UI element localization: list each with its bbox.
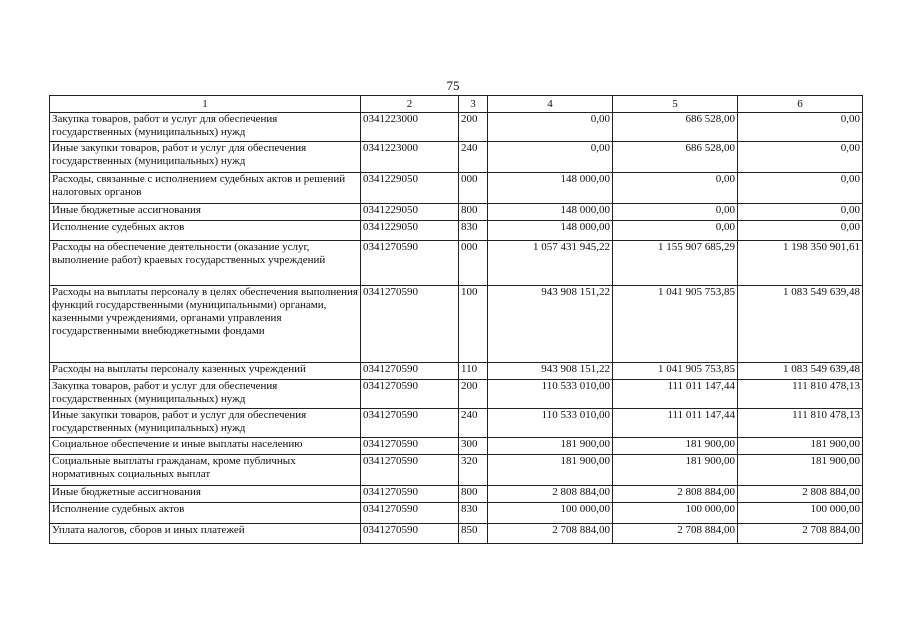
row-name-cell: Расходы на выплаты персоналу казенных учреждений [50,363,361,380]
row-code-cell: 0341223000 [361,142,459,173]
row-value-cell: 1 041 905 753,85 [613,286,738,363]
row-kind-cell: 830 [459,221,488,241]
row-value-cell: 181 900,00 [613,438,738,455]
row-value-cell: 2 708 884,00 [613,524,738,544]
row-value-cell: 111 810 478,13 [738,380,863,409]
row-value-cell: 1 198 350 901,61 [738,241,863,286]
row-name-cell: Расходы, связанные с исполнением судебных актов и решений налоговых органов [50,173,361,204]
row-name-cell: Закупка товаров, работ и услуг для обеспечения государственных (муниципальных) нужд [50,113,361,142]
row-kind-cell: 100 [459,286,488,363]
row-value-cell: 181 900,00 [738,455,863,486]
table-row [50,221,863,241]
row-value-cell: 0,00 [613,221,738,241]
row-code-cell: 0341229050 [361,221,459,241]
row-value-cell: 943 908 151,22 [488,286,613,363]
row-kind-cell: 200 [459,380,488,409]
row-value-cell: 686 528,00 [613,142,738,173]
row-value-cell: 0,00 [613,204,738,221]
table-row [50,455,863,486]
row-value-cell: 181 900,00 [488,438,613,455]
row-kind-cell: 830 [459,503,488,524]
row-value-cell: 0,00 [488,113,613,142]
column-header: 1 [50,96,361,113]
row-name-cell: Иные бюджетные ассигнования [50,204,361,221]
table-row [50,380,863,409]
row-value-cell: 148 000,00 [488,221,613,241]
row-value-cell: 0,00 [613,173,738,204]
row-code-cell: 0341270590 [361,241,459,286]
row-name-cell: Социальное обеспечение и иные выплаты населению [50,438,361,455]
row-name-cell: Исполнение судебных актов [50,221,361,241]
row-code-cell: 0341270590 [361,503,459,524]
row-value-cell: 1 041 905 753,85 [613,363,738,380]
row-name-cell: Социальные выплаты гражданам, кроме публичных нормативных социальных выплат [50,455,361,486]
row-value-cell: 1 057 431 945,22 [488,241,613,286]
row-name-cell: Уплата налогов, сборов и иных платежей [50,524,361,544]
row-code-cell: 0341270590 [361,486,459,503]
row-value-cell: 148 000,00 [488,173,613,204]
row-kind-cell: 800 [459,204,488,221]
row-name-cell: Иные бюджетные ассигнования [50,486,361,503]
row-value-cell: 0,00 [488,142,613,173]
row-code-cell: 0341223000 [361,113,459,142]
budget-table [49,95,863,544]
row-kind-cell: 850 [459,524,488,544]
table-row [50,142,863,173]
row-value-cell: 181 900,00 [488,455,613,486]
row-kind-cell: 800 [459,486,488,503]
row-name-cell: Иные закупки товаров, работ и услуг для обеспечения государственных (муниципальных) нужд [50,409,361,438]
row-kind-cell: 240 [459,409,488,438]
row-value-cell: 1 083 549 639,48 [738,363,863,380]
row-value-cell: 148 000,00 [488,204,613,221]
row-code-cell: 0341270590 [361,438,459,455]
row-value-cell: 100 000,00 [738,503,863,524]
row-kind-cell: 320 [459,455,488,486]
row-value-cell: 0,00 [738,173,863,204]
table-row [50,113,863,142]
row-kind-cell: 000 [459,241,488,286]
row-code-cell: 0341270590 [361,380,459,409]
table-row [50,286,863,363]
row-value-cell: 1 155 907 685,29 [613,241,738,286]
row-value-cell: 943 908 151,22 [488,363,613,380]
row-value-cell: 111 810 478,13 [738,409,863,438]
row-value-cell: 111 011 147,44 [613,380,738,409]
table-row [50,204,863,221]
row-value-cell: 2 808 884,00 [488,486,613,503]
row-value-cell: 1 083 549 639,48 [738,286,863,363]
table-row [50,503,863,524]
row-value-cell: 111 011 147,44 [613,409,738,438]
table-row [50,363,863,380]
column-header: 5 [613,96,738,113]
row-value-cell: 2 708 884,00 [738,524,863,544]
table-row [50,438,863,455]
row-kind-cell: 200 [459,113,488,142]
row-value-cell: 0,00 [738,113,863,142]
row-name-cell: Расходы на обеспечение деятельности (оказание услуг, выполнение работ) краевых государственных учреждений [50,241,361,286]
column-header: 3 [459,96,488,113]
row-name-cell: Закупка товаров, работ и услуг для обеспечения государственных (муниципальных) нужд [50,380,361,409]
header-row [50,96,863,113]
page-number: 75 [446,78,460,93]
table-row [50,486,863,503]
row-name-cell: Исполнение судебных актов [50,503,361,524]
row-code-cell: 0341229050 [361,173,459,204]
row-value-cell: 181 900,00 [613,455,738,486]
row-code-cell: 0341229050 [361,204,459,221]
row-code-cell: 0341270590 [361,286,459,363]
table-row [50,524,863,544]
row-value-cell: 100 000,00 [488,503,613,524]
table-row [50,241,863,286]
row-name-cell: Расходы на выплаты персоналу в целях обеспечения выполнения функций государственными (муниципальными) органами, казенными учреждениями, органами управления государственными внебюджетными фондами [50,286,361,363]
table-row [50,173,863,204]
row-code-cell: 0341270590 [361,455,459,486]
row-value-cell: 2 808 884,00 [738,486,863,503]
row-value-cell: 110 533 010,00 [488,380,613,409]
row-name-cell: Иные закупки товаров, работ и услуг для обеспечения государственных (муниципальных) нужд [50,142,361,173]
row-value-cell: 100 000,00 [613,503,738,524]
row-value-cell: 2 708 884,00 [488,524,613,544]
row-kind-cell: 240 [459,142,488,173]
row-kind-cell: 300 [459,438,488,455]
column-header: 4 [488,96,613,113]
row-code-cell: 0341270590 [361,363,459,380]
column-header: 2 [361,96,459,113]
table-row [50,409,863,438]
row-value-cell: 0,00 [738,204,863,221]
row-value-cell: 181 900,00 [738,438,863,455]
row-value-cell: 110 533 010,00 [488,409,613,438]
row-value-cell: 686 528,00 [613,113,738,142]
row-value-cell: 2 808 884,00 [613,486,738,503]
row-kind-cell: 000 [459,173,488,204]
row-value-cell: 0,00 [738,221,863,241]
row-code-cell: 0341270590 [361,524,459,544]
row-value-cell: 0,00 [738,142,863,173]
column-header: 6 [738,96,863,113]
row-code-cell: 0341270590 [361,409,459,438]
row-kind-cell: 110 [459,363,488,380]
